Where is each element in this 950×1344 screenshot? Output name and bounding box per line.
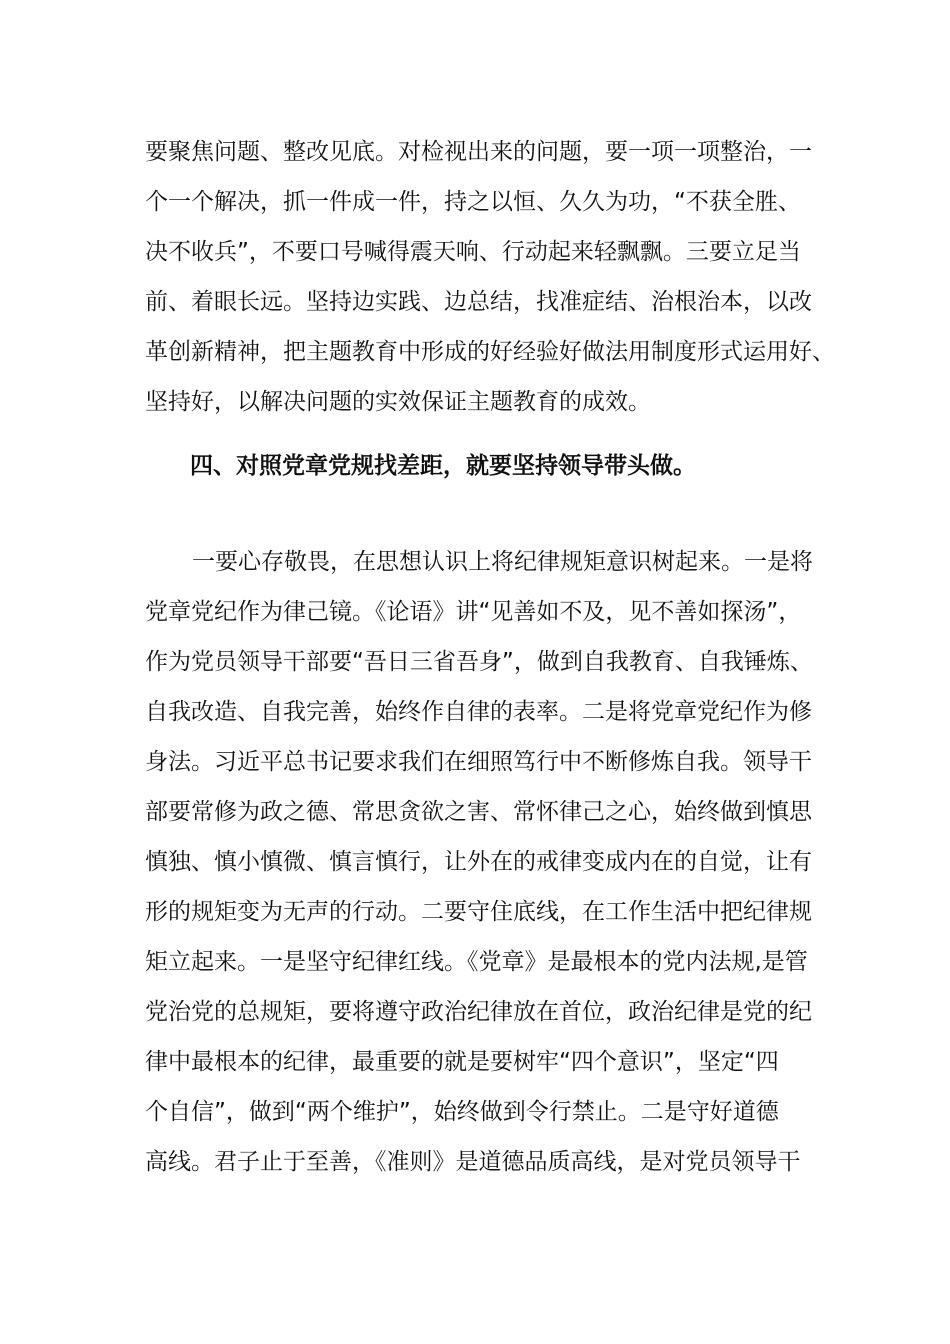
- paragraph-2-line-3: 作为党员领导干部要“吾日三省吾身”，做到自我教育、自我锤炼、: [145, 649, 813, 675]
- paragraph-1-line-5: 革创新精神，把主题教育中形成的好经验好做法用制度形式运用好、: [145, 339, 835, 365]
- paragraph-2-line-2: 党章党纪作为律己镜。《论语》讲“见善如不及，见不善如探汤”，: [145, 599, 802, 625]
- paragraph-2-line-7: 慎独、慎小慎微、慎言慎行，让外在的戒律变成内在的自觉，让有: [145, 849, 812, 875]
- paragraph-1-line-3: 决不收兵”，不要口号喊得震天响、行动起来轻飘飘。三要立足当: [145, 239, 801, 265]
- paragraph-2-line-13: 高线。君子止于至善，《准则》是道德品质高线，是对党员领导干: [145, 1149, 801, 1175]
- paragraph-2-line-6: 部要常修为政之德、常思贪欲之害、常怀律己之心，始终做到慎思: [145, 799, 812, 825]
- paragraph-2-line-4: 自我改造、自我完善，始终作自律的表率。二是将党章党纪作为修: [145, 699, 812, 725]
- paragraph-2-line-11: 律中最根本的纪律，最重要的就是要树牢“四个意识”，坚定“四: [145, 1049, 779, 1075]
- paragraph-2-line-9: 矩立起来。一是坚守纪律红线。《党章》是最根本的党内法规,是管: [145, 949, 808, 975]
- paragraph-2-line-5: 身法。习近平总书记要求我们在细照笃行中不断修炼自我。领导干: [145, 749, 812, 775]
- paragraph-1-line-4: 前、着眼长远。坚持边实践、边总结，找准症结、治根治本，以改: [145, 289, 812, 315]
- paragraph-2-line-1: 一要心存敬畏，在思想认识上将纪律规矩意识树起来。一是将: [192, 549, 813, 575]
- section-heading-4: 四、对照党章党规找差距，就要坚持领导带头做。: [190, 453, 696, 479]
- paragraph-1-line-2: 个一个解决，抓一件成一件，持之以恒、久久为功，“不获全胜、: [145, 189, 801, 215]
- paragraph-2-line-10: 党治党的总规矩，要将遵守政治纪律放在首位，政治纪律是党的纪: [145, 999, 812, 1025]
- paragraph-2-line-12: 个自信”，做到“两个维护”，始终做到令行禁止。二是守好道德: [145, 1099, 779, 1125]
- paragraph-1-line-6: 坚持好，以解决问题的实效保证主题教育的成效。: [145, 389, 651, 415]
- paragraph-1-line-1: 要聚焦问题、整改见底。对检视出来的问题，要一项一项整治，一: [145, 139, 812, 165]
- paragraph-2-line-8: 形的规矩变为无声的行动。二要守住底线，在工作生活中把纪律规: [145, 899, 812, 925]
